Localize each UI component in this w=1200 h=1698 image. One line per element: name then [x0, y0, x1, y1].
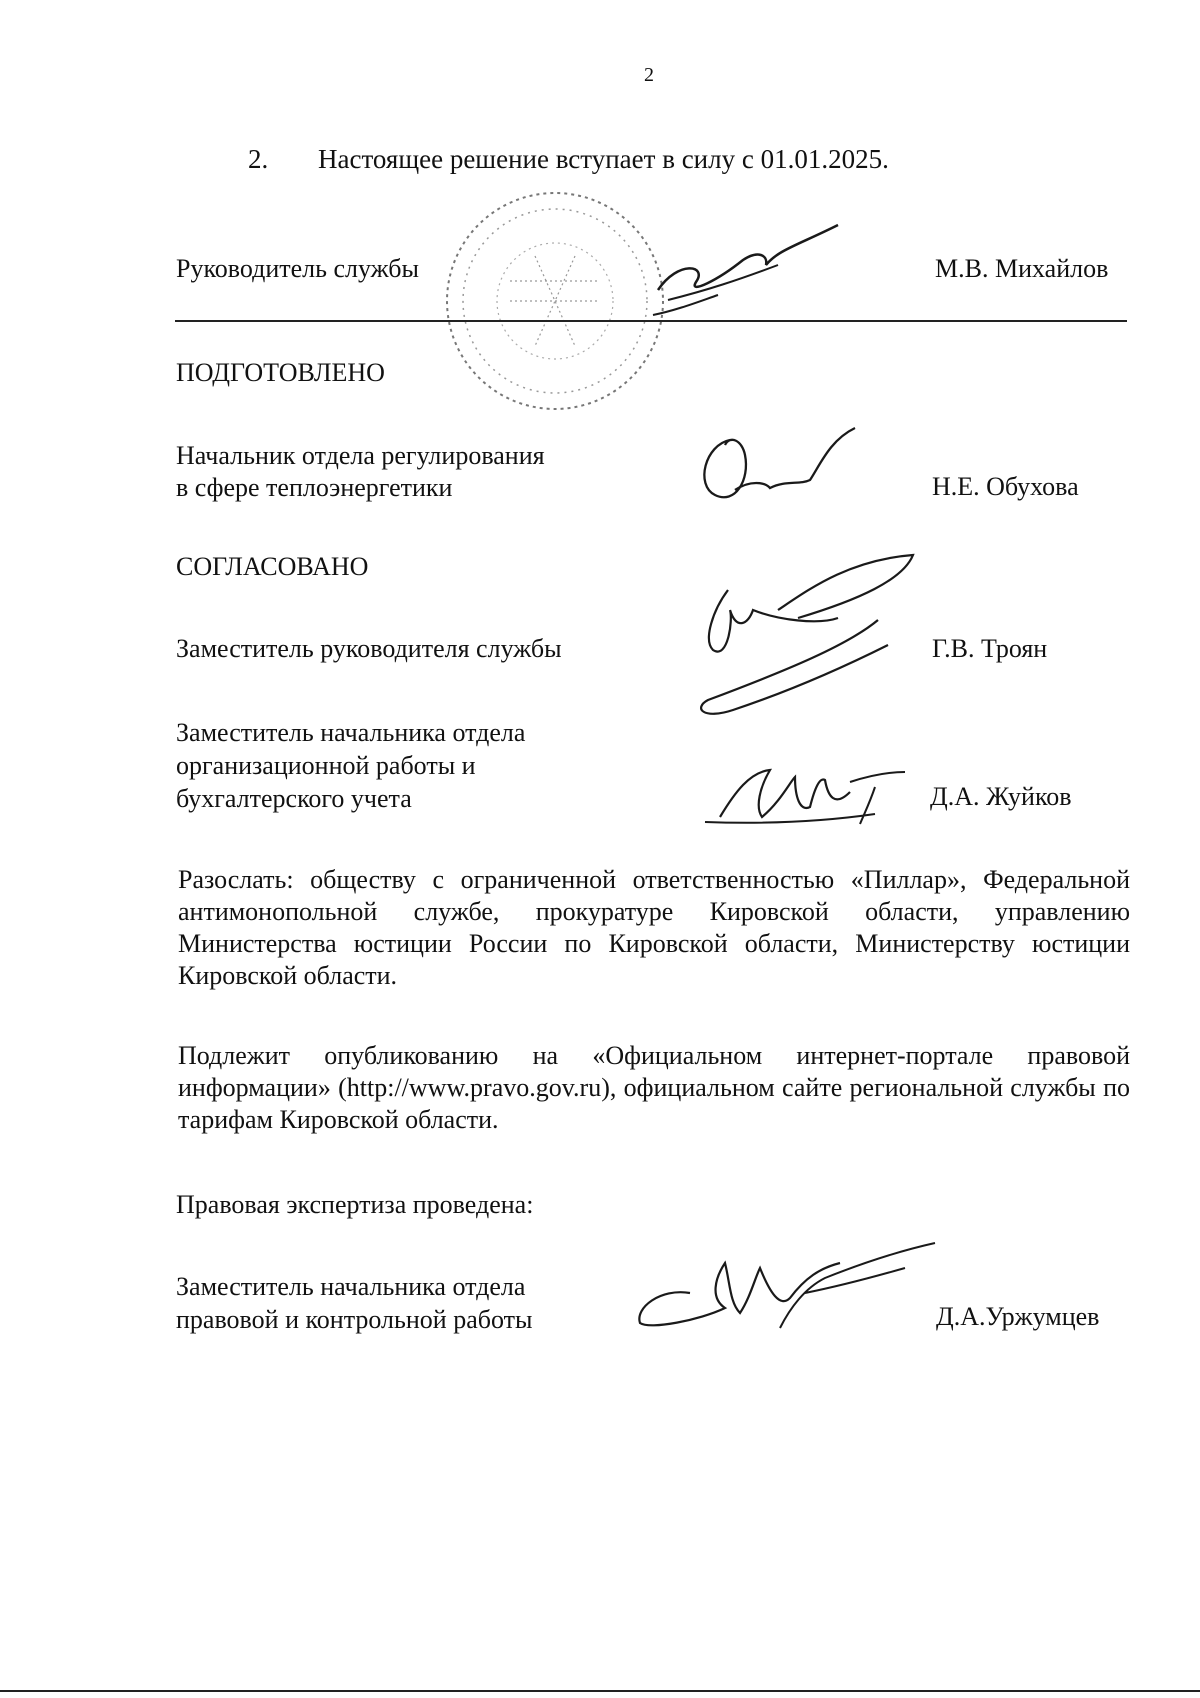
head-handwritten-signature	[648, 220, 848, 330]
clause-number: 2.	[248, 144, 269, 174]
legal-review-handwritten-signature	[630, 1238, 940, 1338]
agreed-heading: СОГЛАСОВАНО	[176, 552, 369, 581]
prepared-position-line-2: в сфере теплоэнергетики	[176, 473, 453, 502]
distribution-paragraph: Разослать: обществу с ограниченной ответственностью «Пиллар», Федеральной антимонопольной службе, прокуратуре Кировской области, управлению Министерства юстиции России по Кировской области, Министерству юстиции Кировской области.	[178, 865, 1130, 990]
agreed-signer-2-position	[176, 716, 525, 815]
clause-text: Настоящее решение вступает в силу с 01.01.2025.	[318, 144, 889, 174]
prepared-position	[176, 440, 545, 504]
head-name: М.В. Михайлов	[935, 254, 1109, 283]
head-separator-line	[175, 320, 1127, 322]
publication-paragraph: Подлежит опубликованию на «Официальном интернет-портале правовой информации» (http://www.pravo.gov.ru), официальном сайте региональной службы по тарифам Кировской области.	[178, 1041, 1130, 1134]
agreed-signer-2-position-line-3: бухгалтерского учета	[176, 784, 412, 813]
agreed-signer-2-name: Д.А. Жуйков	[930, 782, 1072, 811]
agreed-signer-1-name: Г.В. Троян	[932, 634, 1048, 663]
head-position: Руководитель службы	[176, 254, 419, 283]
prepared-heading: ПОДГОТОВЛЕНО	[176, 358, 385, 387]
agreed-signer-1-handwritten-signature	[688, 550, 928, 740]
legal-review-heading: Правовая экспертиза проведена:	[176, 1190, 534, 1219]
legal-review-position-line-2: правовой и контрольной работы	[176, 1305, 533, 1334]
agreed-signer-2-handwritten-signature	[700, 752, 910, 832]
page-number: 2	[644, 64, 654, 86]
agreed-signer-1-position: Заместитель руководителя службы	[176, 634, 562, 663]
legal-review-position	[176, 1270, 532, 1336]
prepared-handwritten-signature	[690, 420, 860, 510]
agreed-signer-2-position-line-1: Заместитель начальника отдела	[176, 718, 526, 747]
prepared-name: Н.Е. Обухова	[932, 472, 1079, 501]
agreed-signer-2-position-line-2: организационной работы и	[176, 751, 476, 780]
legal-review-position-line-1: Заместитель начальника отдела	[176, 1272, 526, 1301]
legal-review-name: Д.А.Уржумцев	[936, 1302, 1100, 1331]
prepared-position-line-1: Начальник отдела регулирования	[176, 441, 545, 470]
official-seal-stamp	[440, 186, 670, 416]
bottom-edge-line	[0, 1690, 1200, 1692]
